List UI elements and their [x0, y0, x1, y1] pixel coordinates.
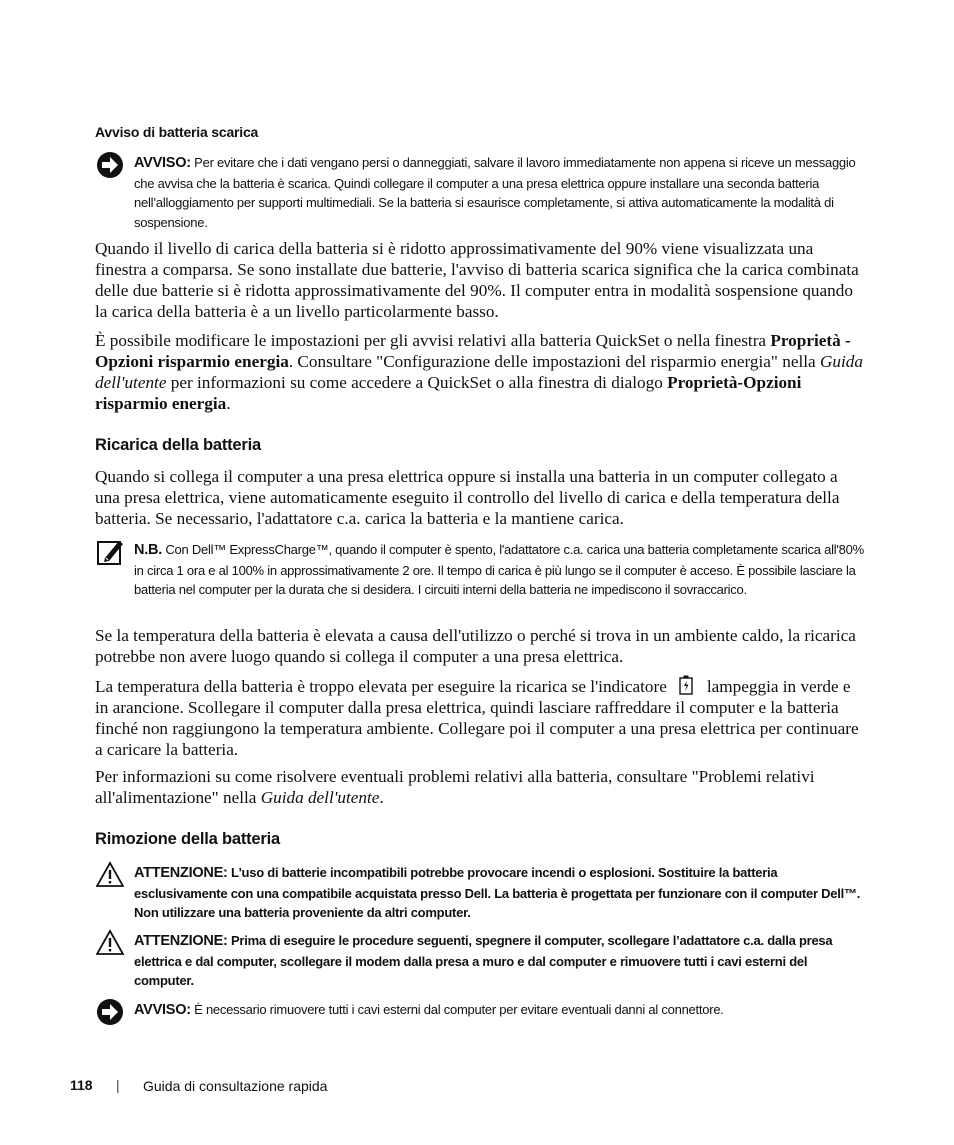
caution-label: ATTENZIONE:: [134, 865, 228, 881]
note-label: N.B.: [134, 542, 162, 558]
notice-arrow-icon: [96, 998, 124, 1026]
section-heading-charging: Ricarica della batteria: [95, 436, 261, 454]
footer-separator: |: [116, 1077, 120, 1093]
text-run: .: [379, 788, 384, 807]
note-text: Con Dell™ ExpressCharge™, quando il computer è spento, l'adattatore c.a. carica una batteria completamente scarica all'80% in circa 1 ora e al 100% in approssimativamente 2 ore. Il tempo di carica è più lungo se il computer è acceso. È possibile lasciare la batteria nel computer per la durata che si desidera. I circuiti interni della batteria ne impediscono il sovraccarico.: [134, 542, 864, 597]
paragraph-quickset-settings: [95, 330, 865, 414]
power-options-ref: Proprietà-Opzioni risparmio energia: [95, 373, 802, 413]
text-run: La temperatura della batteria è troppo elevata per eseguire la ricarica se l'indicatore: [95, 677, 667, 696]
caution-triangle-icon: [96, 861, 124, 889]
notice-text: Per evitare che i dati vengano persi o danneggiati, salvare il lavoro immediatamente non appena si riceve un messaggio che avvisa che la batteria è scarica. Quindi collegare il computer a una presa elettrica oppure installare una seconda batteria nell’alloggiamento per supporti multimediali. Se la batteria si esaurisce completamente, si attiva automaticamente la modalità di sospensione.: [134, 155, 856, 230]
notice-arrow-icon: [96, 151, 124, 179]
power-options-ref: Proprietà - Opzioni risparmio energia: [95, 331, 851, 371]
user-guide-ref: Guida dell'utente: [260, 788, 380, 807]
paragraph-high-temperature: Se la temperatura della batteria è elevata a causa dell'utilizzo o perché si trova in un ambiente caldo, la ricarica potrebbe non avere luogo quando si collega il computer a una presa elettrica.: [95, 626, 856, 666]
text-run: . Consultare "Configurazione delle impostazioni del risparmio energia" nella: [288, 352, 820, 371]
note-expresscharge: [134, 540, 864, 600]
footer-title: Guida di consultazione rapida: [143, 1078, 328, 1094]
note-pencil-icon: [97, 538, 125, 566]
text-run: .: [226, 394, 231, 413]
section-heading-removal: Rimozione della batteria: [95, 830, 280, 848]
text-run: Per informazioni su come risolvere eventuali problemi relativi alla batteria, consultare "Problemi relativi all'alimentazione" nella: [95, 767, 815, 807]
page-number: 118: [70, 1077, 93, 1093]
caution-text: Prima di eseguire le procedure seguenti, spegnere il computer, scollegare l’adattatore c.a. dalla presa elettrica e dal computer, scollegare il modem dalla presa a muro e dal computer e rimuovere tutti i cavi esterni del computer.: [134, 933, 833, 988]
text-run: È possibile modificare le impostazioni per gli avvisi relativi alla batteria QuickSet o nella finestra: [95, 331, 771, 350]
paragraph-popup-warning: Quando il livello di carica della batteria si è ridotto approssimativamente del 90% viene visualizzata una finestra a comparsa. Se sono installate due batterie, l'avviso di batteria scarica significa che la carica combinata delle due batterie si è ridotta approssimativamente del 90%. Il computer entra in modalità sospensione quando la carica della batteria è a un livello particolarmente basso.: [95, 239, 859, 321]
notice-label: AVVISO:: [134, 1002, 191, 1018]
caution-label: ATTENZIONE:: [134, 933, 228, 949]
caution-text: L'uso di batterie incompatibili potrebbe provocare incendi o esplosioni. Sostituire la batteria esclusivamente con una compatibile acquistata presso Dell. La batteria è progettata per funzionare con il computer Dell™. Non utilizzare una batteria proveniente da altri computer.: [134, 865, 861, 920]
caution-incompatible-batteries: [134, 863, 864, 923]
paragraph-charging-check: Quando si collega il computer a una presa elettrica oppure si installa una batteria in un computer collegato a una presa elettrica, viene automaticamente eseguito il controllo del livello di carica e della temperatura della batteria. Se necessario, l'adattatore c.a. carica la batteria e la mantiene carica.: [95, 467, 840, 528]
notice-low-battery: [134, 153, 864, 232]
user-guide-ref: Guida dell'utente: [95, 352, 863, 392]
caution-triangle-icon: [96, 929, 124, 957]
text-run: lampeggia in verde e in arancione. Scollegare il computer dalla presa elettrica, quindi lasciare raffreddare il computer e la batteria finché non raggiungono la temperatura ambiente. Collegare poi il computer a una presa elettrica per continuare a caricare la batteria.: [95, 677, 859, 759]
notice-label: AVVISO:: [134, 155, 191, 171]
paragraph-indicator-blink: [95, 675, 865, 760]
notice-remove-cables: [134, 1000, 864, 1021]
text-run: per informazioni su come accedere a QuickSet o alla finestra di dialogo: [166, 373, 668, 392]
battery-indicator-icon: [679, 675, 693, 695]
caution-power-off: [134, 931, 864, 991]
section-heading-low-battery: Avviso di batteria scarica: [95, 124, 259, 140]
notice-text: È necessario rimuovere tutti i cavi esterni dal computer per evitare eventuali danni al connettore.: [194, 1002, 724, 1017]
paragraph-troubleshooting: [95, 766, 865, 808]
